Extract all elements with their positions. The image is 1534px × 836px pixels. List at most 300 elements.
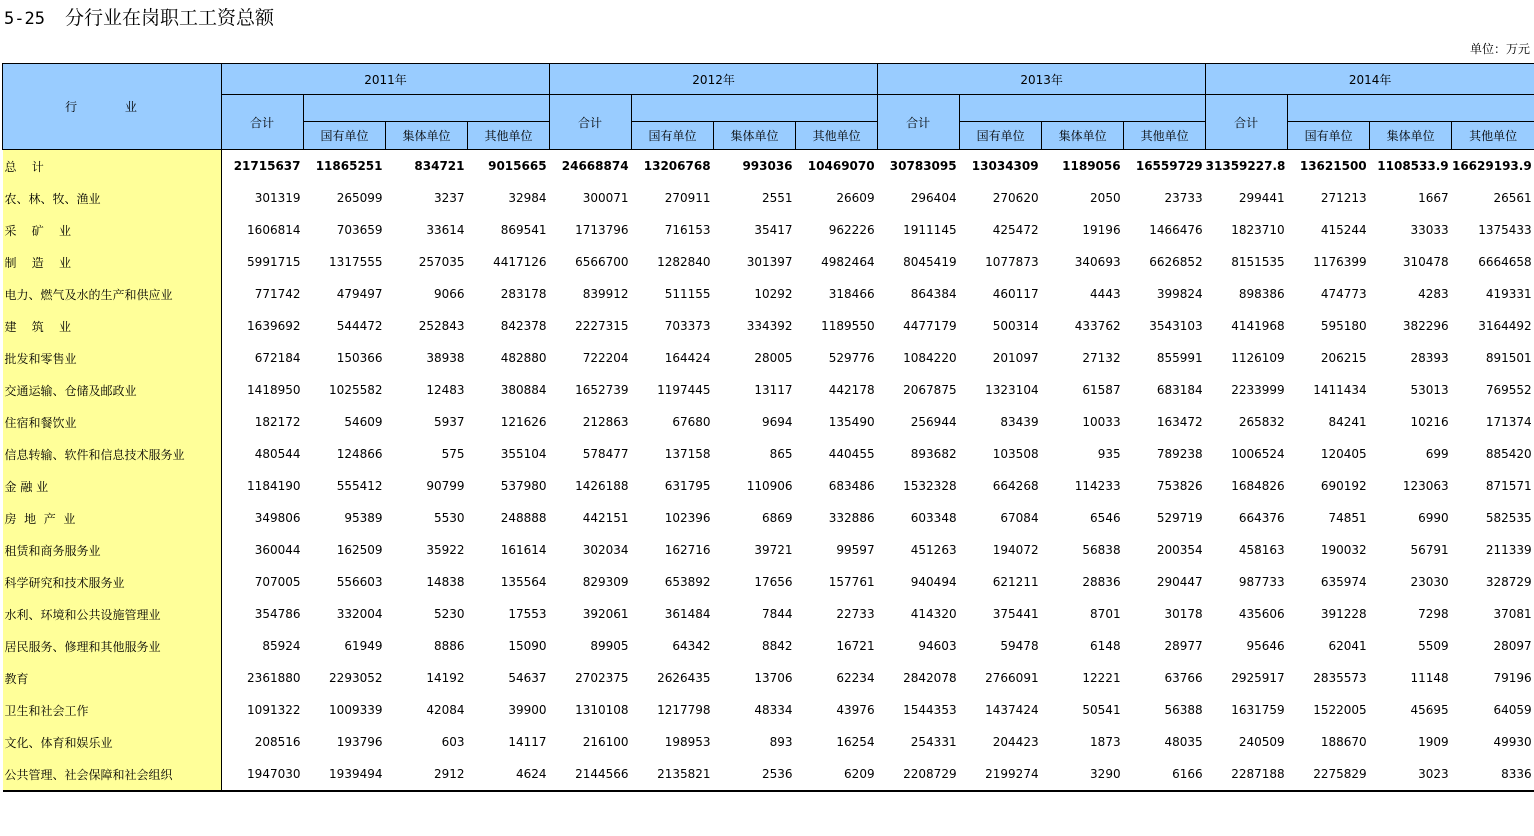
table-cell: 310478 [1402, 255, 1449, 269]
table-cell: 855991 [1156, 351, 1203, 365]
table-cell: 2287188 [1206, 758, 1288, 791]
table-cell: 2275829 [1288, 758, 1370, 791]
table-cell: 392061 [582, 607, 629, 621]
table-cell: 1911145 [903, 223, 957, 237]
table-cell: 544472 [336, 319, 383, 333]
table-cell: 2227315 [575, 319, 629, 333]
table-cell: 871571 [1485, 479, 1532, 493]
table-cell: 2842078 [903, 671, 957, 685]
table-row [3, 598, 1534, 630]
table-cell: 48035 [1164, 735, 1203, 749]
table-cell: 1631759 [1231, 703, 1285, 717]
table-cell: 460117 [992, 287, 1039, 301]
industry-name: 电力、燃气及水的生产和供应业 [3, 278, 222, 310]
table-row [3, 726, 1534, 758]
table-cell: 31359227.8 [1205, 159, 1286, 173]
table-cell: 1197445 [657, 383, 711, 397]
table-cell: 1667 [1418, 191, 1449, 205]
table-cell: 829309 [582, 575, 629, 589]
table-row [3, 566, 1534, 598]
table-cell: 95389 [344, 511, 383, 525]
table-cell: 1909 [1418, 735, 1449, 749]
table-cell: 83439 [1000, 415, 1039, 429]
table-cell: 27132 [1082, 351, 1121, 365]
industry-name: 公共管理、社会保障和社会组织 [3, 758, 222, 791]
industry-header: 行 业 [3, 64, 222, 150]
table-cell: 1091322 [247, 703, 301, 717]
table-cell: 270620 [992, 191, 1039, 205]
table-cell: 123063 [1402, 479, 1449, 493]
table-row [3, 630, 1534, 662]
table-cell: 206215 [1320, 351, 1367, 365]
table-cell: 194072 [992, 543, 1039, 557]
table-cell: 252843 [418, 319, 465, 333]
table-cell: 265099 [336, 191, 383, 205]
table-row [3, 470, 1534, 502]
table-cell: 893682 [910, 447, 957, 461]
table-cell: 1532328 [903, 479, 957, 493]
table-cell: 6166 [1124, 758, 1206, 791]
table-cell: 137158 [664, 447, 711, 461]
table-cell: 603348 [910, 511, 957, 525]
table-cell: 1217798 [657, 703, 711, 717]
table-cell: 1606814 [247, 223, 301, 237]
table-cell: 4624 [468, 758, 550, 791]
table-cell: 621211 [992, 575, 1039, 589]
industry-name: 住宿和餐饮业 [3, 406, 222, 438]
year-header: 2012年 [550, 64, 878, 95]
table-cell: 161614 [500, 543, 547, 557]
table-cell: 211339 [1485, 543, 1532, 557]
table-cell: 121626 [500, 415, 547, 429]
collective-header: 集体单位 [1370, 122, 1452, 150]
table-cell: 14117 [508, 735, 547, 749]
table-cell: 1639692 [247, 319, 301, 333]
table-cell: 9015665 [488, 159, 547, 173]
table-cell: 19196 [1082, 223, 1121, 237]
table-cell: 3290 [1042, 758, 1124, 791]
table-cell: 8336 [1452, 758, 1534, 791]
table-cell: 270911 [664, 191, 711, 205]
table-cell: 35922 [426, 543, 465, 557]
table-cell: 200354 [1156, 543, 1203, 557]
table-cell: 865 [769, 447, 793, 461]
table-cell: 16254 [836, 735, 875, 749]
table-cell: 13706 [754, 671, 793, 685]
table-cell: 349806 [254, 511, 301, 525]
table-cell: 12483 [426, 383, 465, 397]
table-cell: 6546 [1090, 511, 1121, 525]
table-row [3, 662, 1534, 694]
table-cell: 1684826 [1231, 479, 1285, 493]
table-cell: 28097 [1493, 639, 1532, 653]
table-cell: 399824 [1156, 287, 1203, 301]
table-cell: 8842 [762, 639, 793, 653]
table-cell: 4443 [1090, 287, 1121, 301]
table-cell: 265832 [1238, 415, 1285, 429]
header-spacer [1288, 95, 1534, 122]
table-cell: 5937 [433, 415, 465, 429]
table-body [3, 150, 1534, 792]
table-cell: 54609 [344, 415, 383, 429]
table-cell: 1009339 [329, 703, 383, 717]
table-cell: 839912 [582, 287, 629, 301]
table-cell: 382296 [1402, 319, 1449, 333]
table-cell: 271213 [1320, 191, 1367, 205]
table-cell: 302034 [582, 543, 629, 557]
industry-name: 建 筑 业 [3, 310, 222, 342]
table-cell: 355104 [500, 447, 547, 461]
collective-header: 集体单位 [386, 122, 468, 150]
table-cell: 28005 [754, 351, 793, 365]
table-cell: 254331 [910, 735, 957, 749]
table-cell: 120405 [1320, 447, 1367, 461]
table-cell: 256944 [910, 415, 957, 429]
table-cell: 1947030 [222, 758, 304, 791]
table-cell: 150366 [336, 351, 383, 365]
table-cell: 67680 [672, 415, 711, 429]
table-cell: 893 [769, 735, 793, 749]
table-cell: 769552 [1485, 383, 1532, 397]
table-cell: 451263 [910, 543, 957, 557]
table-cell: 1184190 [247, 479, 301, 493]
table-cell: 575 [441, 447, 465, 461]
industry-name: 总 计 [3, 150, 222, 183]
table-cell: 10216 [1410, 415, 1449, 429]
table-cell: 2912 [386, 758, 468, 791]
industry-name: 水利、环境和公共设施管理业 [3, 598, 222, 630]
table-cell: 6626852 [1149, 255, 1203, 269]
table-cell: 163472 [1156, 415, 1203, 429]
table-cell: 707005 [254, 575, 301, 589]
table-cell: 1522005 [1313, 703, 1367, 717]
table-cell: 67084 [1000, 511, 1039, 525]
table-cell: 84241 [1328, 415, 1367, 429]
table-title: 分行业在岗职工工资总额 [64, 7, 274, 29]
table-cell: 14838 [426, 575, 465, 589]
table-cell: 603 [441, 735, 465, 749]
table-cell: 296404 [910, 191, 957, 205]
table-cell: 38938 [426, 351, 465, 365]
table-cell: 23733 [1164, 191, 1203, 205]
table-cell: 716153 [664, 223, 711, 237]
table-cell: 1939494 [304, 758, 386, 791]
table-cell: 301319 [254, 191, 301, 205]
table-cell: 11865251 [315, 159, 383, 173]
table-cell: 2766091 [985, 671, 1039, 685]
table-cell: 9694 [762, 415, 793, 429]
table-cell: 54637 [508, 671, 547, 685]
table-cell: 2208729 [878, 758, 960, 791]
table-cell: 690192 [1320, 479, 1367, 493]
table-cell: 842378 [500, 319, 547, 333]
table-cell: 458163 [1238, 543, 1285, 557]
table-cell: 683486 [828, 479, 875, 493]
table-cell: 198953 [664, 735, 711, 749]
table-cell: 4283 [1418, 287, 1449, 301]
table-cell: 415244 [1320, 223, 1367, 237]
table-cell: 162716 [664, 543, 711, 557]
table-cell: 56791 [1410, 543, 1449, 557]
table-cell: 435606 [1238, 607, 1285, 621]
table-cell: 5991715 [247, 255, 301, 269]
table-cell: 32984 [508, 191, 547, 205]
table-cell: 33033 [1410, 223, 1449, 237]
table-cell: 722204 [582, 351, 629, 365]
table-cell: 11148 [1410, 671, 1449, 685]
table-row [3, 758, 1534, 791]
industry-name: 居民服务、修理和其他服务业 [3, 630, 222, 662]
table-cell: 63766 [1164, 671, 1203, 685]
table-cell: 635974 [1320, 575, 1367, 589]
other-header: 其他单位 [796, 122, 878, 150]
table-cell: 28977 [1164, 639, 1203, 653]
table-cell: 2233999 [1231, 383, 1285, 397]
industry-name: 批发和零售业 [3, 342, 222, 374]
table-cell: 962226 [828, 223, 875, 237]
table-row [3, 534, 1534, 566]
year-header: 2014年 [1206, 64, 1534, 95]
table-cell: 30783095 [889, 159, 957, 173]
table-cell: 391228 [1320, 607, 1367, 621]
industry-name: 租赁和商务服务业 [3, 534, 222, 566]
industry-name: 交通运输、仓储及邮政业 [3, 374, 222, 406]
table-row [3, 502, 1534, 534]
table-cell: 300071 [582, 191, 629, 205]
table-cell: 30178 [1164, 607, 1203, 621]
table-cell: 16559729 [1135, 159, 1203, 173]
table-cell: 17553 [508, 607, 547, 621]
table-cell: 1317555 [329, 255, 383, 269]
table-cell: 1411434 [1313, 383, 1367, 397]
table-cell: 12221 [1082, 671, 1121, 685]
table-cell: 59478 [1000, 639, 1039, 653]
year-header: 2011年 [222, 64, 550, 95]
table-cell: 45695 [1410, 703, 1449, 717]
table-cell: 201097 [992, 351, 1039, 365]
table-cell: 171374 [1485, 415, 1532, 429]
table-cell: 1873 [1090, 735, 1121, 749]
page-title [4, 4, 274, 32]
unit-label: 单位：万元 [1469, 42, 1530, 56]
industry-name: 文化、体育和娱乐业 [3, 726, 222, 758]
table-cell: 5509 [1418, 639, 1449, 653]
table-cell: 42084 [426, 703, 465, 717]
table-cell: 653892 [664, 575, 711, 589]
table-cell: 631795 [664, 479, 711, 493]
table-cell: 1282840 [657, 255, 711, 269]
table-cell: 703373 [664, 319, 711, 333]
table-cell: 94603 [918, 639, 957, 653]
table-cell: 157761 [828, 575, 875, 589]
table-cell: 529776 [828, 351, 875, 365]
table-cell: 7298 [1418, 607, 1449, 621]
table-cell: 3023 [1370, 758, 1452, 791]
table-cell: 301397 [746, 255, 793, 269]
industry-name: 科学研究和技术服务业 [3, 566, 222, 598]
table-cell: 6209 [796, 758, 878, 791]
table-cell: 683184 [1156, 383, 1203, 397]
table-cell: 1189550 [821, 319, 875, 333]
table-cell: 299441 [1238, 191, 1285, 205]
table-cell: 1084220 [903, 351, 957, 365]
table-cell: 193796 [336, 735, 383, 749]
table-cell: 3237 [433, 191, 465, 205]
table-cell: 3164492 [1478, 319, 1532, 333]
table-cell: 2199274 [960, 758, 1042, 791]
total-header: 合计 [550, 95, 632, 150]
table-cell: 5230 [433, 607, 465, 621]
table-cell: 360044 [254, 543, 301, 557]
table-cell: 13206768 [643, 159, 711, 173]
table-row [3, 278, 1534, 310]
table-cell: 987733 [1238, 575, 1285, 589]
table-cell: 555412 [336, 479, 383, 493]
table-cell: 2135821 [632, 758, 714, 791]
table-cell: 2536 [714, 758, 796, 791]
table-cell: 22733 [836, 607, 875, 621]
table-cell: 789238 [1156, 447, 1203, 461]
table-cell: 6664658 [1478, 255, 1532, 269]
total-header: 合计 [1206, 95, 1288, 150]
table-cell: 61587 [1082, 383, 1121, 397]
other-header: 其他单位 [1124, 122, 1206, 150]
table-row [3, 342, 1534, 374]
table-cell: 2702375 [575, 671, 629, 685]
state-owned-header: 国有单位 [960, 122, 1042, 150]
table-cell: 124866 [336, 447, 383, 461]
table-cell: 37081 [1493, 607, 1532, 621]
table-row [3, 438, 1534, 470]
table-cell: 26561 [1493, 191, 1532, 205]
table-cell: 1375433 [1478, 223, 1532, 237]
table-cell: 699 [1425, 447, 1449, 461]
table-cell: 212863 [582, 415, 629, 429]
table-row [3, 310, 1534, 342]
table-cell: 703659 [336, 223, 383, 237]
industry-name: 农、林、牧、渔业 [3, 182, 222, 214]
table-cell: 664376 [1238, 511, 1285, 525]
table-row [3, 406, 1534, 438]
table-cell: 2626435 [657, 671, 711, 685]
table-cell: 23030 [1410, 575, 1449, 589]
table-cell: 6148 [1090, 639, 1121, 653]
total-header: 合计 [878, 95, 960, 150]
table-cell: 188670 [1320, 735, 1367, 749]
table-cell: 208516 [254, 735, 301, 749]
table-cell: 50541 [1082, 703, 1121, 717]
other-header: 其他单位 [468, 122, 550, 150]
state-owned-header: 国有单位 [632, 122, 714, 150]
table-cell: 2067875 [903, 383, 957, 397]
header-spacer [960, 95, 1206, 122]
table-cell: 114233 [1074, 479, 1121, 493]
table-cell: 2925917 [1231, 671, 1285, 685]
table-cell: 328729 [1485, 575, 1532, 589]
table-cell: 935 [1097, 447, 1121, 461]
table-cell: 4477179 [903, 319, 957, 333]
table-cell: 56838 [1082, 543, 1121, 557]
table-row [3, 374, 1534, 406]
table-cell: 425472 [992, 223, 1039, 237]
table-cell: 1426188 [575, 479, 629, 493]
wage-table [2, 63, 1534, 792]
table-cell: 13117 [754, 383, 793, 397]
table-cell: 15090 [508, 639, 547, 653]
collective-header: 集体单位 [714, 122, 796, 150]
table-cell: 135564 [500, 575, 547, 589]
table-row [3, 150, 1534, 183]
table-cell: 4141968 [1231, 319, 1285, 333]
table-cell: 10033 [1082, 415, 1121, 429]
table-cell: 672184 [254, 351, 301, 365]
table-cell: 3543103 [1149, 319, 1203, 333]
table-cell: 993036 [742, 159, 793, 173]
table-cell: 380884 [500, 383, 547, 397]
table-cell: 64342 [672, 639, 711, 653]
table-cell: 17656 [754, 575, 793, 589]
table-cell: 85924 [262, 639, 301, 653]
table-cell: 8151535 [1231, 255, 1285, 269]
table-cell: 442151 [582, 511, 629, 525]
table-cell: 62041 [1328, 639, 1367, 653]
table-cell: 16629193.9 [1451, 159, 1532, 173]
table-cell: 10469070 [807, 159, 875, 173]
table-cell: 16721 [836, 639, 875, 653]
table-cell: 500314 [992, 319, 1039, 333]
table-cell: 110906 [746, 479, 793, 493]
table-cell: 8701 [1090, 607, 1121, 621]
table-cell: 89905 [590, 639, 629, 653]
table-cell: 2835573 [1313, 671, 1367, 685]
table-cell: 79196 [1493, 671, 1532, 685]
table-cell: 90799 [426, 479, 465, 493]
table-cell: 1418950 [247, 383, 301, 397]
table-cell: 43976 [836, 703, 875, 717]
table-cell: 332886 [828, 511, 875, 525]
table-cell: 14192 [426, 671, 465, 685]
table-cell: 578477 [582, 447, 629, 461]
table-cell: 1437424 [985, 703, 1039, 717]
table-cell: 334392 [746, 319, 793, 333]
table-row [3, 214, 1534, 246]
table-cell: 190032 [1320, 543, 1367, 557]
table-cell: 62234 [836, 671, 875, 685]
table-cell: 361484 [664, 607, 711, 621]
table-cell: 869541 [500, 223, 547, 237]
table-cell: 1108533.9 [1377, 159, 1449, 173]
table-cell: 354786 [254, 607, 301, 621]
table-cell: 102396 [664, 511, 711, 525]
table-cell: 182172 [254, 415, 301, 429]
table-cell: 13621500 [1299, 159, 1367, 173]
table-cell: 240509 [1238, 735, 1285, 749]
table-row [3, 694, 1534, 726]
table-cell: 49930 [1493, 735, 1532, 749]
table-cell: 2050 [1090, 191, 1121, 205]
table-cell: 24668874 [561, 159, 629, 173]
table-cell: 898386 [1238, 287, 1285, 301]
table-cell: 8045419 [903, 255, 957, 269]
table-cell: 64059 [1493, 703, 1532, 717]
table-cell: 95646 [1246, 639, 1285, 653]
table-cell: 340693 [1074, 255, 1121, 269]
table-cell: 1025582 [329, 383, 383, 397]
table-cell: 9066 [433, 287, 465, 301]
table-cell: 61949 [344, 639, 383, 653]
table-cell: 595180 [1320, 319, 1367, 333]
table-cell: 290447 [1156, 575, 1203, 589]
